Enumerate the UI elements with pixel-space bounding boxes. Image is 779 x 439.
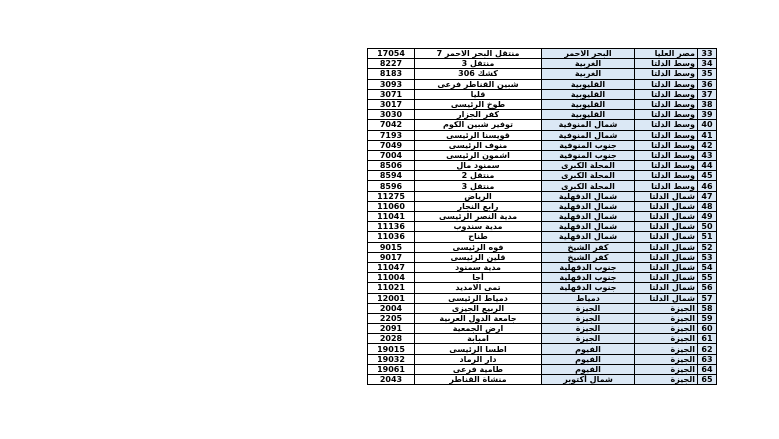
governorate-cell: الجيزة [542, 313, 635, 323]
branch-code-cell: 19032 [368, 354, 415, 364]
region-cell: الجيزة [635, 324, 698, 334]
governorate-cell: جنوب الدقهلية [542, 273, 635, 283]
branch-code-cell: 7004 [368, 150, 415, 160]
branch-name-cell: منشاة القناطر [415, 375, 542, 385]
row-number-cell: 50 [698, 222, 717, 232]
branch-code-cell: 11004 [368, 273, 415, 283]
region-cell: وسط الدلتا [635, 150, 698, 160]
region-cell: شمال الدلتا [635, 222, 698, 232]
branch-name-cell: الرياض [415, 191, 542, 201]
row-number-cell: 58 [698, 303, 717, 313]
branch-code-cell: 2091 [368, 324, 415, 334]
branch-code-cell: 8183 [368, 69, 415, 79]
branch-name-cell: أجا [415, 273, 542, 283]
branch-name-cell: قويسنا الرئيسى [415, 130, 542, 140]
branch-name-cell: سمنود مال [415, 161, 542, 171]
branch-name-cell: قليا [415, 89, 542, 99]
branch-code-cell: 3030 [368, 110, 415, 120]
region-cell: شمال الدلتا [635, 273, 698, 283]
region-cell: وسط الدلتا [635, 89, 698, 99]
governorate-cell: القليوبية [542, 110, 635, 120]
table-row [368, 161, 717, 171]
row-number-cell: 60 [698, 324, 717, 334]
branch-code-cell: 3071 [368, 89, 415, 99]
table-row [368, 293, 717, 303]
branch-name-cell: كفر الجزار [415, 110, 542, 120]
table-row [368, 222, 717, 232]
branch-name-cell: شبين القناطر فرعى [415, 79, 542, 89]
branch-table [367, 48, 717, 385]
row-number-cell: 45 [698, 171, 717, 181]
table-row [368, 273, 717, 283]
table-row [368, 303, 717, 313]
row-number-cell: 41 [698, 130, 717, 140]
branch-name-cell: طناح [415, 232, 542, 242]
table-row [368, 324, 717, 334]
row-number-cell: 35 [698, 69, 717, 79]
branch-code-cell: 7193 [368, 130, 415, 140]
branch-name-cell: اطسا الرئيسى [415, 344, 542, 354]
table-row [368, 110, 717, 120]
governorate-cell: المحلة الكبرى [542, 181, 635, 191]
region-cell: وسط الدلتا [635, 99, 698, 109]
region-cell: مصر العليا [635, 49, 698, 59]
table-row [368, 49, 717, 59]
governorate-cell: شمال المنوفية [542, 130, 635, 140]
governorate-cell: شمال الدقهلية [542, 191, 635, 201]
branch-name-cell: طوخ الرئيسى [415, 99, 542, 109]
table-row [368, 191, 717, 201]
governorate-cell: القليوبية [542, 79, 635, 89]
row-number-cell: 49 [698, 212, 717, 222]
region-cell: شمال الدلتا [635, 283, 698, 293]
row-number-cell: 55 [698, 273, 717, 283]
region-cell: وسط الدلتا [635, 120, 698, 130]
governorate-cell: القليوبية [542, 99, 635, 109]
governorate-cell: دمياط [542, 293, 635, 303]
table-row [368, 140, 717, 150]
region-cell: شمال الدلتا [635, 232, 698, 242]
table-row [368, 59, 717, 69]
governorate-cell: شمال أكتوبر [542, 375, 635, 385]
branch-name-cell: ارض الجمعية [415, 324, 542, 334]
table-row [368, 252, 717, 262]
row-number-cell: 53 [698, 252, 717, 262]
table-row [368, 344, 717, 354]
governorate-cell: الفيوم [542, 354, 635, 364]
branch-name-cell: توفير شبين الكوم [415, 120, 542, 130]
branch-code-cell: 8227 [368, 59, 415, 69]
branch-code-cell: 2043 [368, 375, 415, 385]
branch-name-cell: منتقل 3 [415, 181, 542, 191]
row-number-cell: 65 [698, 375, 717, 385]
row-number-cell: 39 [698, 110, 717, 120]
branch-code-cell: 19061 [368, 364, 415, 374]
region-cell: الجيزة [635, 375, 698, 385]
branch-code-cell: 7049 [368, 140, 415, 150]
branch-code-cell: 11021 [368, 283, 415, 293]
row-number-cell: 52 [698, 242, 717, 252]
region-cell: شمال الدلتا [635, 293, 698, 303]
branch-name-cell: الربيع الجيزى [415, 303, 542, 313]
region-cell: وسط الدلتا [635, 69, 698, 79]
governorate-cell: الغربية [542, 59, 635, 69]
branch-name-cell: دار الرماد [415, 354, 542, 364]
branch-code-cell: 8506 [368, 161, 415, 171]
governorate-cell: كفر الشيخ [542, 252, 635, 262]
branch-name-cell: منتقل البحر الاحمر 7 [415, 49, 542, 59]
governorate-cell: القليوبية [542, 89, 635, 99]
table-row [368, 364, 717, 374]
branch-table-body [368, 49, 717, 385]
branch-name-cell: مدية سمنود [415, 262, 542, 272]
branch-name-cell: طامية فرعى [415, 364, 542, 374]
row-number-cell: 54 [698, 262, 717, 272]
branch-code-cell: 8596 [368, 181, 415, 191]
governorate-cell: الجيزة [542, 303, 635, 313]
branch-code-cell: 8594 [368, 171, 415, 181]
region-cell: الجيزة [635, 334, 698, 344]
branch-code-cell: 2028 [368, 334, 415, 344]
governorate-cell: شمال الدقهلية [542, 222, 635, 232]
branch-name-cell: فوه الرئيسى [415, 242, 542, 252]
table-row [368, 69, 717, 79]
region-cell: شمال الدلتا [635, 252, 698, 262]
table-row [368, 334, 717, 344]
branch-name-cell: دمياط الرئيسى [415, 293, 542, 303]
row-number-cell: 62 [698, 344, 717, 354]
table-row [368, 130, 717, 140]
governorate-cell: الغربية [542, 69, 635, 79]
region-cell: وسط الدلتا [635, 130, 698, 140]
branch-code-cell: 19015 [368, 344, 415, 354]
branch-name-cell: مدية سندوب [415, 222, 542, 232]
governorate-cell: الفيوم [542, 344, 635, 354]
branch-code-cell: 3017 [368, 99, 415, 109]
row-number-cell: 40 [698, 120, 717, 130]
branch-code-cell: 3093 [368, 79, 415, 89]
table-row [368, 89, 717, 99]
branch-code-cell: 11275 [368, 191, 415, 201]
branch-code-cell: 2205 [368, 313, 415, 323]
branch-code-cell: 7042 [368, 120, 415, 130]
table-row [368, 232, 717, 242]
table-row [368, 212, 717, 222]
branch-name-cell: منتقل 3 [415, 59, 542, 69]
region-cell: الجيزة [635, 354, 698, 364]
row-number-cell: 63 [698, 354, 717, 364]
table-row [368, 79, 717, 89]
branch-code-cell: 11060 [368, 201, 415, 211]
row-number-cell: 57 [698, 293, 717, 303]
region-cell: وسط الدلتا [635, 110, 698, 120]
governorate-cell: جنوب الدقهلية [542, 262, 635, 272]
branch-code-cell: 11136 [368, 222, 415, 232]
branch-code-cell: 9015 [368, 242, 415, 252]
region-cell: شمال الدلتا [635, 212, 698, 222]
row-number-cell: 42 [698, 140, 717, 150]
governorate-cell: الفيوم [542, 364, 635, 374]
row-number-cell: 64 [698, 364, 717, 374]
table-row [368, 375, 717, 385]
row-number-cell: 43 [698, 150, 717, 160]
region-cell: الجيزة [635, 344, 698, 354]
branch-code-cell: 9017 [368, 252, 415, 262]
row-number-cell: 37 [698, 89, 717, 99]
row-number-cell: 34 [698, 59, 717, 69]
row-number-cell: 44 [698, 161, 717, 171]
branch-code-cell: 12001 [368, 293, 415, 303]
table-row [368, 201, 717, 211]
branch-name-cell: كشك 306 [415, 69, 542, 79]
branch-name-cell: قلين الرئيسى [415, 252, 542, 262]
region-cell: وسط الدلتا [635, 161, 698, 171]
governorate-cell: شمال الدقهلية [542, 212, 635, 222]
region-cell: شمال الدلتا [635, 242, 698, 252]
row-number-cell: 48 [698, 201, 717, 211]
table-row [368, 120, 717, 130]
row-number-cell: 38 [698, 99, 717, 109]
table-row [368, 313, 717, 323]
governorate-cell: جنوب المنوفية [542, 150, 635, 160]
branch-name-cell: جامعة الدول العربية [415, 313, 542, 323]
table-row [368, 354, 717, 364]
branch-name-cell: منتقل 2 [415, 171, 542, 181]
row-number-cell: 36 [698, 79, 717, 89]
branch-name-cell: منوف الرئيسى [415, 140, 542, 150]
branch-code-cell: 17054 [368, 49, 415, 59]
branch-name-cell: اشمون الرئيسى [415, 150, 542, 160]
region-cell: الجيزة [635, 313, 698, 323]
branch-name-cell: امبابة [415, 334, 542, 344]
table-row [368, 181, 717, 191]
region-cell: الجيزة [635, 303, 698, 313]
governorate-cell: المحلة الكبرى [542, 161, 635, 171]
row-number-cell: 56 [698, 283, 717, 293]
table-row [368, 242, 717, 252]
branch-name-cell: مدية النصر الرئيسى [415, 212, 542, 222]
region-cell: وسط الدلتا [635, 140, 698, 150]
row-number-cell: 61 [698, 334, 717, 344]
branch-name-cell: رابع النجار [415, 201, 542, 211]
row-number-cell: 46 [698, 181, 717, 191]
region-cell: وسط الدلتا [635, 181, 698, 191]
governorate-cell: شمال الدقهلية [542, 232, 635, 242]
row-number-cell: 33 [698, 49, 717, 59]
region-cell: وسط الدلتا [635, 79, 698, 89]
branch-code-cell: 2004 [368, 303, 415, 313]
table-row [368, 262, 717, 272]
region-cell: الجيزة [635, 364, 698, 374]
branch-code-cell: 11047 [368, 262, 415, 272]
governorate-cell: الجيزة [542, 334, 635, 344]
row-number-cell: 47 [698, 191, 717, 201]
governorate-cell: الجيزة [542, 324, 635, 334]
table-row [368, 283, 717, 293]
table-row [368, 150, 717, 160]
row-number-cell: 51 [698, 232, 717, 242]
governorate-cell: جنوب الدقهلية [542, 283, 635, 293]
branch-name-cell: تمى الامديد [415, 283, 542, 293]
governorate-cell: جنوب المنوفية [542, 140, 635, 150]
governorate-cell: شمال الدقهلية [542, 201, 635, 211]
row-number-cell: 59 [698, 313, 717, 323]
governorate-cell: المحلة الكبرى [542, 171, 635, 181]
table-row [368, 99, 717, 109]
region-cell: شمال الدلتا [635, 262, 698, 272]
region-cell: وسط الدلتا [635, 59, 698, 69]
region-cell: وسط الدلتا [635, 171, 698, 181]
table-row [368, 171, 717, 181]
governorate-cell: كفر الشيخ [542, 242, 635, 252]
branch-code-cell: 11036 [368, 232, 415, 242]
governorate-cell: شمال المنوفية [542, 120, 635, 130]
region-cell: شمال الدلتا [635, 191, 698, 201]
governorate-cell: البحر الاحمر [542, 49, 635, 59]
branch-code-cell: 11041 [368, 212, 415, 222]
region-cell: شمال الدلتا [635, 201, 698, 211]
